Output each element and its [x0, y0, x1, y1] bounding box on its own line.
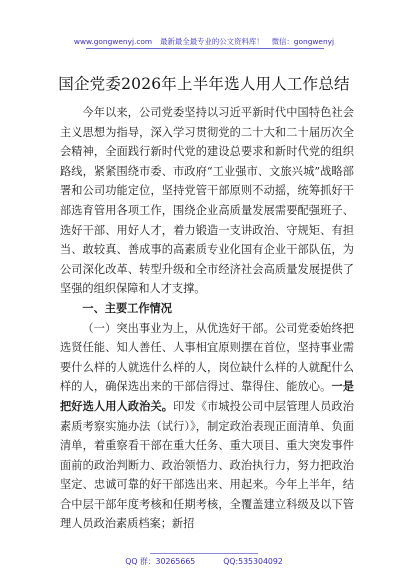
- footer-divider: [150, 553, 258, 554]
- header-divider: [86, 48, 324, 49]
- intro-paragraph: 今年以来，公司党委坚持以习近平新时代中国特色社会主义思想为指导，深入学习贯彻党的二十大和二十届历次全会精神，全面践行新时代党的建设总要求和新时代党的组织路线，紧紧围绕市委、市政府“工业强市、文旅兴城”战略部署和公司功能定位，坚持党管干部原则不动摇，统筹抓好干部选育管用各项工作，围绕企业高质量发展需要配强班子、选好干部、用好人才，着力锻造一支讲政治、守规矩、有担当、敢较真、善成事的高素质专业化国有企业干部队伍，为公司深化改革、转型升级和全市经济社会高质量发展提供了坚强的组织保障和人才支撑。: [60, 106, 354, 296]
- header-site-url[interactable]: www.gongwenyj.com: [73, 37, 153, 46]
- footer-qq: QQ:535304092: [223, 557, 283, 566]
- page-footer: [0, 556, 408, 567]
- subsection-text-continued: 印发《市城投公司中层管理人员政治素质考察实施办法（试行）》，制定政治表现正面清单、负面清单，着重察看干部在重大任务、重大项目、重大突发事件面前的政治判断力、政治领悟力、政治执行力，努力把政治坚定、忠诚可靠的好干部选出来、用起来。今年上半年，结合中层干部年度考核和任期考核，全覆盖建立科级及以下管理人员政治素质档案；新招: [60, 399, 354, 531]
- subsection-bold-point: 一是把好选人用人政治关。: [60, 380, 354, 413]
- header-wechat: 微信：gongwenyj: [271, 37, 335, 46]
- footer-qq-group: QQ 群：30265665: [125, 557, 196, 566]
- section-heading: 一、主要工作情况: [82, 301, 172, 315]
- header-tagline: 最新最全最专业的公文资料库！: [160, 37, 264, 46]
- page-header: [0, 36, 408, 47]
- document-title: 国企党委2026年上半年选人用人工作总结: [58, 75, 350, 93]
- subsection-paragraph: [60, 319, 354, 535]
- document-body: [60, 103, 354, 534]
- subsection-text: （一）突出事业为上，从优选好干部。公司党委始终把选贤任能、知人善任、人事相宜原则摆在首位，坚持事业需要什么样的人就选什么样的人，岗位缺什么样的人就配什么样的人，确保选出来的干部信得过、靠得住、能放心。: [60, 321, 354, 394]
